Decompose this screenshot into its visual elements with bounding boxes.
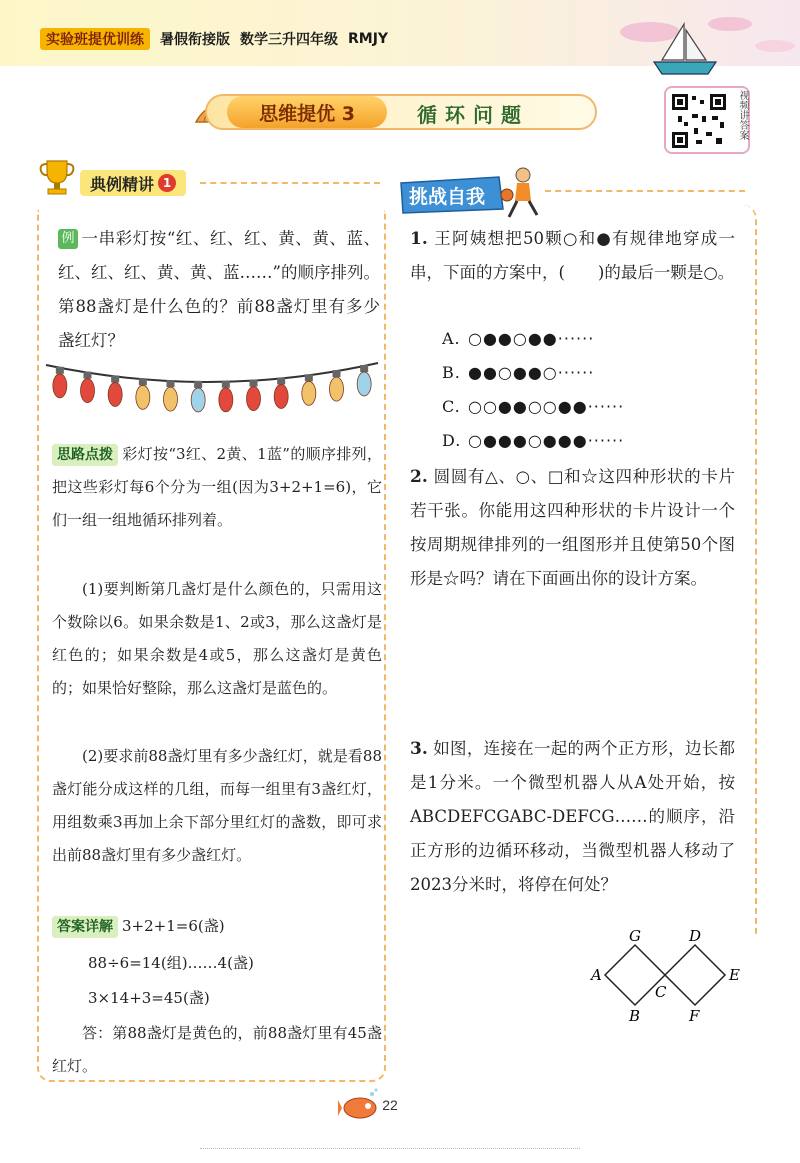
answer-label: 答案详解 bbox=[52, 916, 118, 938]
answer-conclusion: 答：第88盏灯是黄色的，前88盏灯里有45盏红灯。 bbox=[52, 1024, 382, 1075]
light-bulb-cap bbox=[277, 377, 285, 384]
option-beads: ●●○●●○······ bbox=[468, 363, 595, 382]
fish-submarine-icon bbox=[338, 1088, 382, 1124]
light-bulb-cap bbox=[139, 378, 147, 385]
publisher-code: RMJY bbox=[348, 31, 389, 47]
question-3-text: 如图，连接在一起的两个正方形，边长都是1分米。一个微型机器人从A处开始，按ABCDEFCGABC-DEFCG……的顺序，沿正方形的边循环移动，当微型机器人移动了2023分米时，将停在何处？ bbox=[410, 739, 736, 894]
question-1-text: 王阿姨想把50颗○和●有规律地穿成一串，下面的方案中，( )的最后一颗是○。 bbox=[410, 229, 735, 282]
example-number-badge: 1 bbox=[158, 174, 176, 192]
light-bulb-cap bbox=[250, 380, 258, 387]
vertex-label-g: G bbox=[629, 927, 641, 945]
heading-divider bbox=[200, 182, 380, 184]
option-beads: ○●●●○●●●······ bbox=[468, 431, 625, 450]
light-bulb-red bbox=[219, 388, 233, 412]
heading-divider bbox=[545, 190, 745, 192]
light-bulbs bbox=[53, 365, 371, 412]
vertex-label-b: B bbox=[629, 1007, 641, 1025]
vertex-label-e: E bbox=[729, 966, 740, 984]
qr-code-panel[interactable] bbox=[664, 86, 750, 154]
light-bulb-yellow bbox=[330, 377, 344, 401]
option-label: A. bbox=[442, 329, 461, 348]
example-problem-text: 一串彩灯按“红、红、红、黄、黄、蓝、红、红、红、黄、黄、蓝……”的顺序排列。第88盏灯是什么色的？前88盏灯里有多少盏红灯？ bbox=[58, 229, 380, 350]
answer-line-3: 3×14+3=45(盏) bbox=[88, 989, 210, 1007]
light-bulb-cap bbox=[56, 367, 64, 374]
question-3-number: 3. bbox=[410, 739, 428, 759]
option-d[interactable] bbox=[442, 430, 624, 452]
sailboat-icon bbox=[650, 20, 720, 80]
light-bulb-cap bbox=[222, 381, 230, 388]
option-b[interactable] bbox=[442, 362, 594, 384]
question-2-text: 圆圆有△、○、□和☆这四种形状的卡片若干张。你能用这四种形状的卡片设计一个按周期规律排列的一组图形并且使第50个图形是☆吗？请在下面画出你的设计方案。 bbox=[410, 467, 735, 588]
question-1-number: 1. bbox=[410, 229, 428, 249]
light-bulb-yellow bbox=[302, 381, 316, 405]
question-3 bbox=[410, 732, 735, 902]
hint-label: 思路点拨 bbox=[52, 444, 118, 466]
section-topic: 循环问题 bbox=[417, 103, 529, 127]
series-title: 实验班提优训练 bbox=[40, 28, 150, 50]
banner-chip: 思维提优 3 bbox=[227, 96, 387, 128]
hint-intro bbox=[52, 438, 382, 537]
light-bulb-cap bbox=[111, 375, 119, 382]
right-square bbox=[665, 945, 725, 1005]
option-label: D. bbox=[442, 431, 462, 450]
option-c[interactable] bbox=[442, 396, 624, 418]
hint-step-2: (2)要求前88盏灯里有多少盏红灯，就是看88盏灯能分成这样的几组，而每一组里有3盏红灯，用组数乘3再加上余下部分里红灯的盏数，即可求出前88盏灯里有多少盏红灯。 bbox=[52, 747, 382, 864]
challenge-heading: 挑战自我 bbox=[409, 186, 486, 208]
book-brand-bar bbox=[40, 28, 388, 50]
vertex-label-a: A bbox=[591, 966, 602, 984]
edition-title: 暑假衔接版 bbox=[160, 32, 230, 48]
light-bulb-cap bbox=[305, 374, 313, 381]
answer-line-1-text: 3+2+1=6(盏) bbox=[122, 917, 225, 935]
trophy-icon bbox=[35, 155, 79, 199]
vertex-label-f: F bbox=[689, 1007, 700, 1025]
light-bulb-cap bbox=[84, 372, 92, 379]
answer-line-1 bbox=[52, 910, 382, 943]
question-2 bbox=[410, 460, 735, 596]
page-number: 22 bbox=[382, 1097, 398, 1113]
option-a[interactable] bbox=[442, 328, 594, 350]
vertex-label-c: C bbox=[655, 983, 667, 1001]
example-heading-text: 典例精讲 bbox=[90, 174, 155, 194]
two-squares-figure bbox=[585, 925, 745, 1025]
question-1 bbox=[410, 222, 735, 290]
light-bulb-red bbox=[274, 384, 288, 408]
light-bulb-cap bbox=[360, 365, 368, 372]
question-2-number: 2. bbox=[410, 467, 428, 487]
section-banner bbox=[205, 94, 597, 130]
option-beads: ○●●○●●······ bbox=[468, 329, 595, 348]
qr-code-icon[interactable] bbox=[670, 92, 728, 150]
light-bulb-cap bbox=[194, 381, 202, 388]
light-bulb-red bbox=[108, 382, 122, 406]
light-bulb-red bbox=[81, 379, 95, 403]
option-beads: ○○●●○○●●······ bbox=[468, 397, 625, 416]
light-bulb-cap bbox=[167, 380, 175, 387]
hint-intro-text: 彩灯按“3红、2黄、1蓝”的顺序排列，把这些彩灯每6个分为一组(因为3+2+1=6)，它们一组一组地循环排列着。 bbox=[52, 445, 382, 529]
light-bulb-red bbox=[53, 374, 67, 398]
footer-divider bbox=[200, 1148, 580, 1151]
option-label: B. bbox=[442, 363, 461, 382]
qr-label: 视频讲答案 bbox=[737, 90, 748, 140]
hint-step-1: (1)要判断第几盏灯是什么颜色的，只需用这个数除以6。如果余数是1、2或3，那么这盏灯是红色的；如果余数是4或5，那么这盏灯是黄色的；如果恰好整除，那么这盏灯是蓝色的。 bbox=[52, 580, 382, 697]
example-heading bbox=[80, 170, 186, 196]
example-problem bbox=[58, 222, 380, 358]
light-bulb-blue bbox=[357, 372, 371, 396]
light-bulb-blue bbox=[191, 388, 205, 412]
light-bulb-red bbox=[247, 387, 261, 411]
light-bulb-cap bbox=[333, 370, 341, 377]
vertex-label-d: D bbox=[689, 927, 702, 945]
answer-line-2: 88÷6=14(组)……4(盏) bbox=[88, 954, 254, 972]
grade-title: 数学三升四年级 bbox=[240, 32, 338, 48]
example-tag: 例 bbox=[58, 229, 78, 249]
light-bulb-yellow bbox=[136, 385, 150, 409]
light-bulb-yellow bbox=[164, 387, 178, 411]
option-label: C. bbox=[442, 397, 461, 416]
string-lights-illustration bbox=[42, 355, 382, 435]
